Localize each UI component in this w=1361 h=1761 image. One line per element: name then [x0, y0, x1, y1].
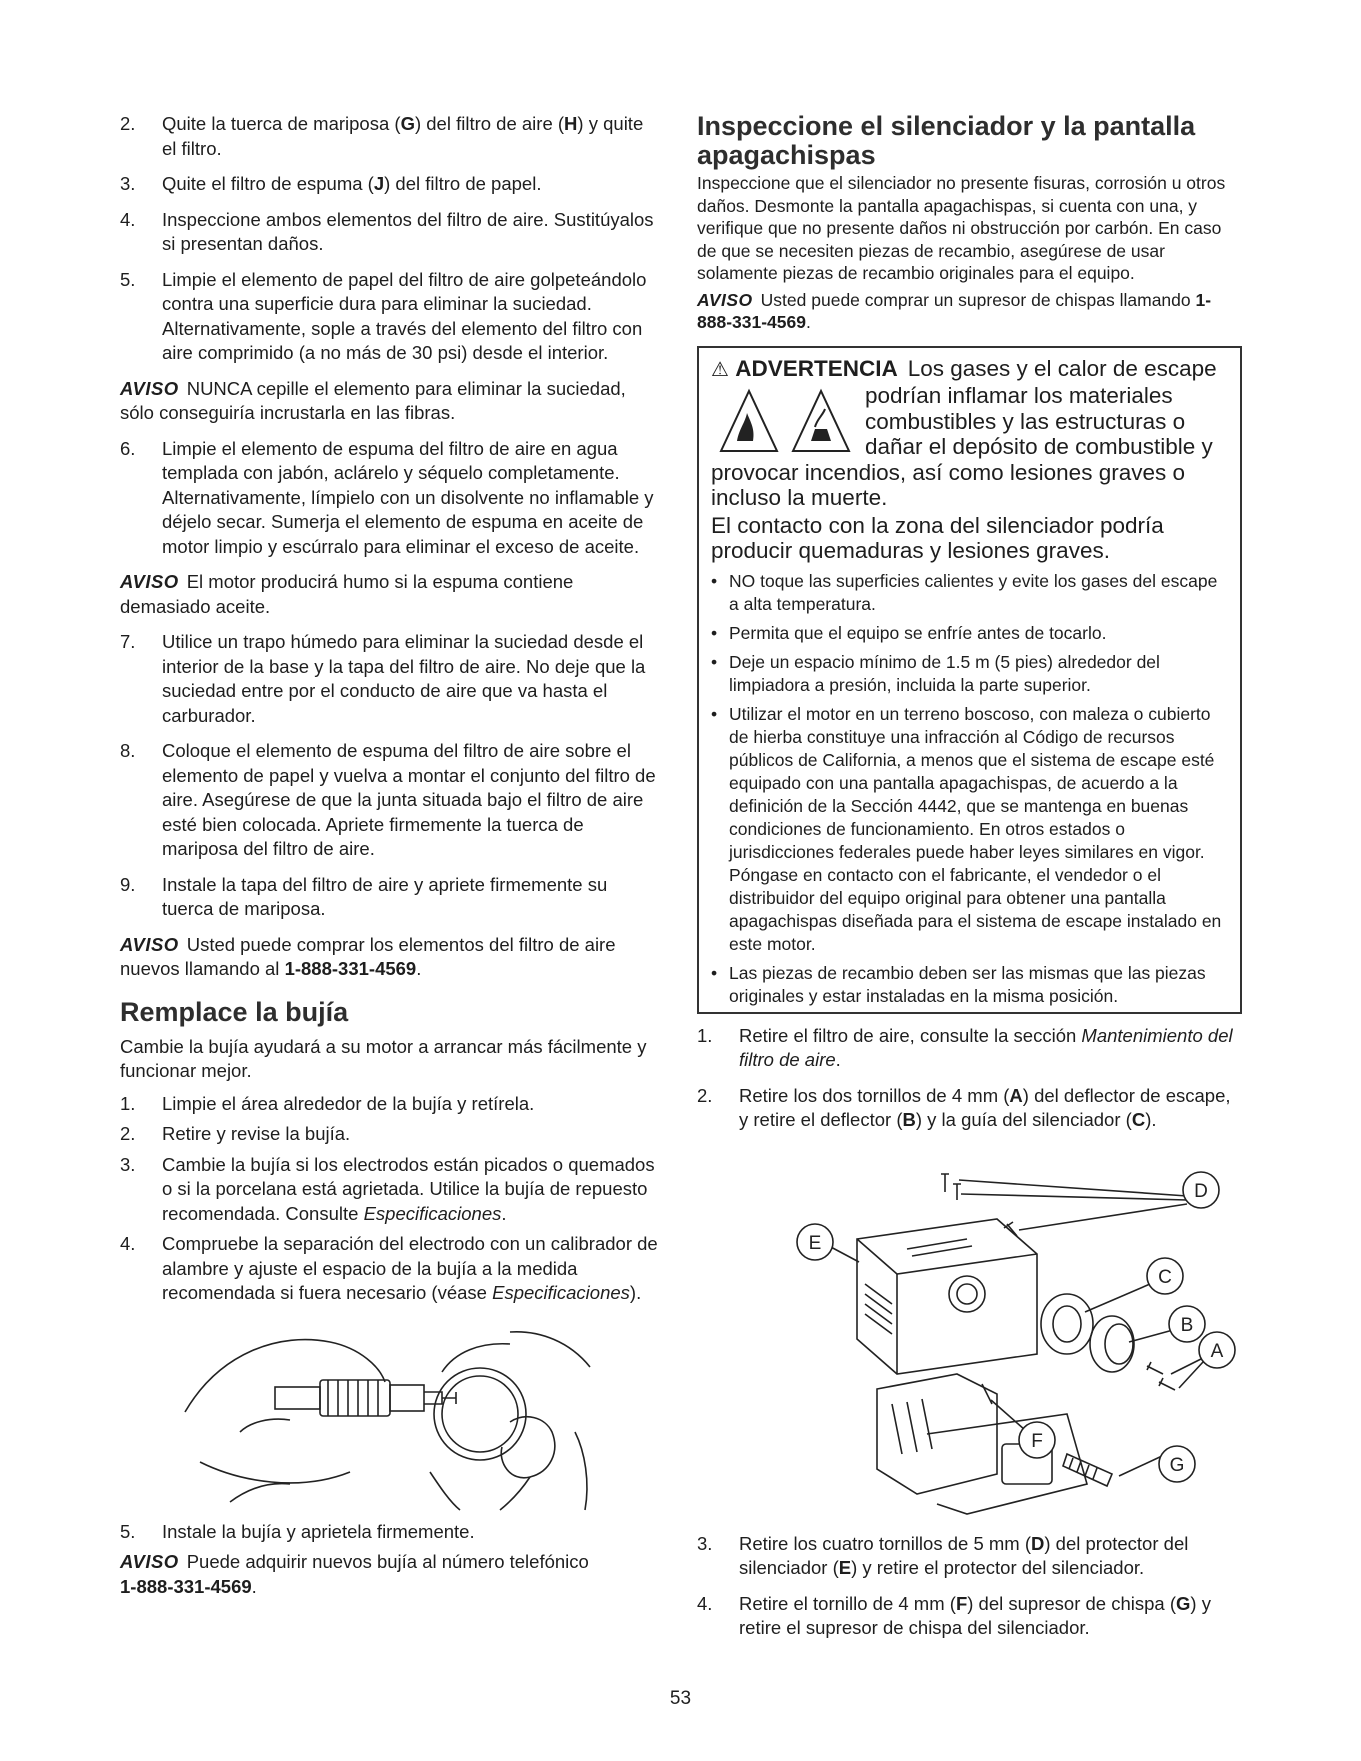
warning-bullet: • Utilizar el motor en un terreno boscoso, con maleza o cubierto de hierba constituye una infracción al Código de recursos públicos de California, a menos que el sistema de escape esté equipado con una pantalla apagachispas, de acuerdo a la definición de la Sección 4442, que se mantenga en buenas condiciones de funcionamiento. En otros estados o jurisdicciones federales puede haber leyes similares en vigor. Póngase en contacto con el fabricante, el vendedor o el distribuidor del equipo original para obtener una pantalla apagachispas diseñada para el sistema de escape instalado en este motor. [711, 703, 1222, 954]
diagram-label-d: D [1194, 1180, 1208, 1202]
warning-bullet: • Permita que el equipo se enfríe antes de tocarlo. [711, 622, 1107, 643]
list-item: 5. Instale la bujía y aprietela firmemente. [120, 1520, 475, 1542]
warning-box: ⚠ ADVERTENCIA Los gases y el calor de escape podrían inflamar los materiales combustibles y las estructuras o dañar el depósito de combustible y provocar incendios, así como lesiones graves o incluso la muerte. El contacto con la zona del silenciador podría producir quemaduras y lesiones graves. • NO toque las superficies calientes y evite los gases del escape a alta temperatura. • Permita que el equipo se enfríe antes de tocarlo. • Deje un espacio mínimo de 1.5 m (5 pies) alrededor del limpiadora a presión, incluida la parte superior. • Utilizar el motor en un terreno boscoso, con maleza o cubierto de hierba constituye una infracción al Código de recursos públicos de California, a menos que el sistema de escape esté equipado con una pantalla apagachispas, de acuerdo a la definición de la Sección 4442, que se mantenga en buenas condiciones de funcionamiento. En otros estados o jurisdicciones federales puede haber leyes similares en vigor. Póngase en contacto con el fabricante, el vendedor o el distribuidor del equipo original para obtener una pantalla apagachispas diseñada para el sistema de escape instalado en este motor. • Las piezas de recambio deben ser las mismas que las piezas originales y estar instaladas en la misma posición. [697, 346, 1242, 1014]
diagram-label-b: B [1180, 1314, 1194, 1336]
list-item: 7. Utilice un trapo húmedo para eliminar la suciedad desde el interior de la base y la tapa del filtro de aire. No deje que la suciedad entre por el conducto de aire que va hasta el carburador. [120, 631, 646, 726]
list-item: 4. Retire el tornillo de 4 mm (F) del supresor de chispa (G) y retire el supresor de chispa del silenciador. [697, 1592, 1211, 1638]
warning-bullet: • Las piezas de recambio deben ser las mismas que las piezas originales y estar instaladas en la misma posición. [711, 962, 1206, 1006]
warning-bullet: • NO toque las superficies calientes y evite los gases del escape a alta temperatura. [711, 570, 1218, 614]
page-number: 53 [669, 1688, 692, 1709]
section-heading: Remplace la bujía [120, 996, 349, 1027]
list-item: 3. Quite el filtro de espuma (J) del filtro de papel. [120, 173, 542, 194]
muffler-diagram [767, 1144, 1237, 1524]
list-item: 1. Limpie el área alrededor de la bujía y retírela. [120, 1092, 535, 1114]
warning-bullet: • Deje un espacio mínimo de 1.5 m (5 pies) alrededor del limpiadora a presión, incluida la parte superior. [711, 651, 1160, 695]
muffler-exploded-drawing [767, 1144, 1237, 1524]
list-item: 3. Cambie la bujía si los electrodos están picados o quemados o si la porcelana está agrietada. Utilice la bujía de repuesto recomendada. Consulte Especificaciones. [120, 1153, 655, 1224]
diagram-label-g: G [1169, 1454, 1185, 1476]
aviso-note: AVISO Puede adquirir nuevos bujía al número telefónico 1-888-331-4569. [120, 1551, 589, 1597]
left-column [120, 112, 660, 1610]
warning-triangle-icon: ⚠ [711, 358, 729, 381]
spark-plug-illustration [180, 1312, 600, 1512]
section-intro: Inspeccione que el silenciador no presente fisuras, corrosión u otros daños. Desmonte la pantalla apagachispas, si cuenta con una, y verifique que no presente daños ni obstrucción por carbón. En caso de que se necesiten piezas de recambio, asegúrese de usar solamente piezas de recambio originales para el equipo. [697, 173, 1226, 283]
aviso-note: AVISO Usted puede comprar los elementos del filtro de aire nuevos llamando al 1-888-331-4569. [120, 933, 616, 979]
aviso-note: AVISO Usted puede comprar un supresor de chispas llamando 1-888-331-4569. [697, 289, 1212, 332]
list-item: 2. Retire y revise la bujía. [120, 1123, 351, 1144]
spark-plug-drawing [180, 1312, 600, 1512]
diagram-label-e: E [808, 1232, 822, 1254]
aviso-note: AVISO NUNCA cepille el elemento para eliminar la suciedad, sólo conseguiría incrustarla en las fibras. [120, 377, 626, 423]
list-item: 2. Retire los dos tornillos de 4 mm (A) del deflector de escape, y retire el deflector (B) y la guía del silenciador (C). [697, 1084, 1231, 1130]
list-item: 2. Quite la tuerca de mariposa (G) del filtro de aire (H) y quite el filtro. [120, 113, 644, 159]
diagram-label-f: F [1031, 1430, 1043, 1452]
list-item: 6. Limpie el elemento de espuma del filtro de aire en agua templada con jabón, aclárelo y séquelo completamente. Alternativamente, límpielo con un disolvente no inflamable y déjelo secar. Sumerja el elemento de espuma en aceite de motor limpio y escúrralo para eliminar el exceso de aceite. [120, 437, 654, 557]
aviso-note: AVISO El motor producirá humo si la espuma contiene demasiado aceite. [120, 571, 574, 617]
list-item: 4. Inspeccione ambos elementos del filtro de aire. Sustitúyalos si presentan daños. [120, 208, 654, 254]
section-intro: Cambie la bujía ayudará a su motor a arrancar más fácilmente y funcionar mejor. [120, 1035, 647, 1081]
list-item: 1. Retire el filtro de aire, consulte la sección Mantenimiento del filtro de aire. [697, 1024, 1233, 1070]
list-item: 8. Coloque el elemento de espuma del filtro de aire sobre el elemento de papel y vuelva a montar el conjunto del filtro de aire. Asegúrese de que la junta situada bajo el filtro de aire esté bien colocada. Apriete firmemente la tuerca de mariposa del filtro de aire. [120, 740, 656, 859]
diagram-label-a: A [1210, 1340, 1224, 1362]
list-item: 4. Compruebe la separación del electrodo con un calibrador de alambre y ajuste el espacio de la bujía a la medida recomendada si fuera necesario (véase Especificaciones). [120, 1233, 658, 1303]
list-item: 9. Instale la tapa del filtro de aire y apriete firmemente su tuerca de mariposa. [120, 873, 608, 919]
right-column [697, 112, 1242, 1652]
diagram-label-c: C [1158, 1266, 1172, 1288]
fire-hazard-icon [711, 383, 861, 457]
list-item: 3. Retire los cuatro tornillos de 5 mm (D) del protector del silenciador (E) y retire el protector del silenciador. [697, 1532, 1189, 1578]
warning-title: ADVERTENCIA [735, 355, 898, 381]
list-item: 5. Limpie el elemento de papel del filtro de aire golpeteándolo contra una superficie dura para eliminar la suciedad. Alternativamente, sople a través del elemento del filtro con aire comprimido (a no más de 30 psi) desde el interior. [120, 268, 647, 363]
section-heading: Inspeccione el silenciador y la pantalla apagachispas [697, 111, 1196, 170]
